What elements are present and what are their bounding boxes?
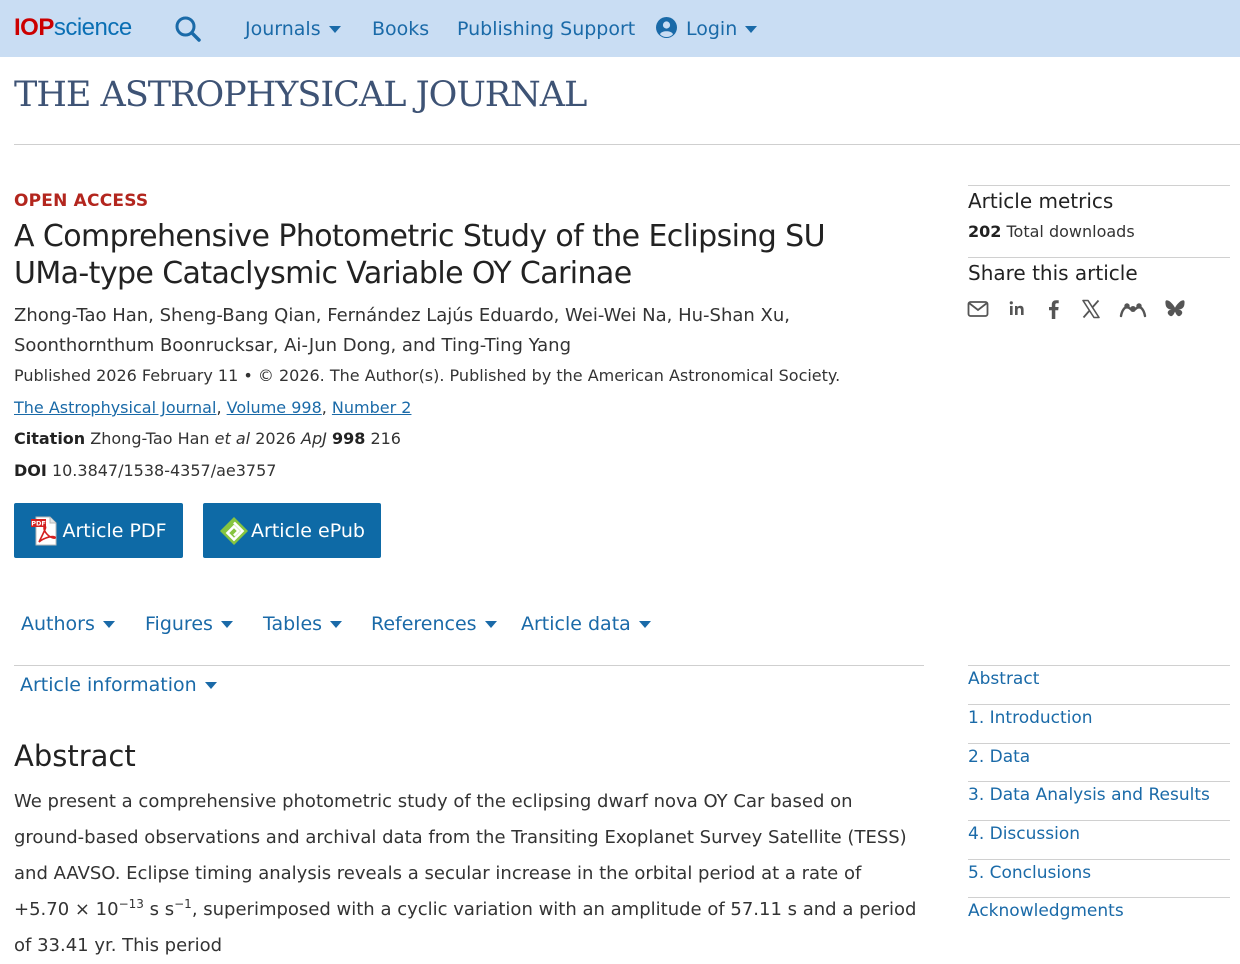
volume-link[interactable]: Volume 998 xyxy=(226,398,322,417)
search-icon[interactable] xyxy=(174,15,202,43)
chevron-down-icon xyxy=(205,682,217,689)
issue-link[interactable]: Number 2 xyxy=(331,398,412,417)
toc-data[interactable]: 2. Data xyxy=(968,747,1031,767)
facebook-icon[interactable] xyxy=(1042,297,1066,321)
publication-info: Published 2026 February 11 • © 2026. The Author(s). Published by the American Astronomical Society. xyxy=(14,366,841,385)
citation-label: Citation xyxy=(14,429,86,448)
chevron-down-icon xyxy=(639,621,651,628)
toc-conclusions[interactable]: 5. Conclusions xyxy=(968,863,1092,883)
doi-value[interactable]: 10.3847/1538-4357/ae3757 xyxy=(51,461,277,480)
mendeley-icon[interactable] xyxy=(1119,297,1143,321)
author-list: Zhong-Tao Han, Sheng-Bang Qian, Fernández Lajús Eduardo, Wei-Wei Na, Hu-Shan Xu, Soonthornthum Boonrucksar, Ai-Jun Dong, and Ting-Ting Yang xyxy=(14,305,790,356)
toc-abstract[interactable]: Abstract xyxy=(968,669,1040,689)
nav-publishing-support[interactable]: Publishing Support xyxy=(457,18,636,40)
tab-figures[interactable]: Figures xyxy=(145,612,233,636)
bluesky-icon[interactable] xyxy=(1163,297,1187,321)
site-header xyxy=(0,0,1240,57)
doi-label: DOI xyxy=(14,461,47,480)
chevron-down-icon xyxy=(103,621,115,628)
divider xyxy=(14,144,1240,145)
article-title: A Comprehensive Photometric Study of the Eclipsing SU UMa-type Cataclysmic Variable OY Carinae xyxy=(14,219,825,291)
nav-journals[interactable]: Journals xyxy=(245,17,341,41)
chevron-down-icon xyxy=(330,621,342,628)
x-icon[interactable] xyxy=(1079,297,1103,321)
divider xyxy=(14,665,924,666)
chevron-down-icon xyxy=(485,621,497,628)
nav-login[interactable]: Login xyxy=(656,17,757,41)
divider xyxy=(968,781,1230,782)
divider xyxy=(968,743,1230,744)
article-epub-button[interactable]: Article ePub xyxy=(203,503,381,558)
chevron-down-icon xyxy=(221,621,233,628)
user-icon xyxy=(656,17,677,38)
divider xyxy=(968,897,1230,898)
email-icon[interactable] xyxy=(966,297,990,321)
doi xyxy=(14,459,276,483)
toc-data-analysis-and-results[interactable]: 3. Data Analysis and Results xyxy=(968,785,1210,805)
open-access-label: OPEN ACCESS xyxy=(14,191,149,211)
chevron-down-icon xyxy=(329,26,341,33)
journal-breadcrumb: The Astrophysical Journal, Volume 998, Number 2 xyxy=(14,398,412,417)
pdf-icon xyxy=(30,516,60,546)
total-downloads: 202 Total downloads xyxy=(968,222,1135,241)
tab-article-information[interactable]: Article information xyxy=(20,673,217,697)
journal-link[interactable]: The Astrophysical Journal xyxy=(14,398,217,417)
tab-references[interactable]: References xyxy=(371,612,497,636)
abstract-text: We present a comprehensive photometric study of the eclipsing dwarf nova OY Car based on ground-based observations and archival data from the Transiting Exoplanet Survey Satellite (TESS) and AAVSO. Eclipse timing analysis reveals a secular increase in the orbital period at a rate of $+5.70 \times 10^{-13}$ s $s^{-1}$, superimposed with a cyclic variation with an amplitude of 57.11 s and a period of 33.41 yr. This period xyxy=(14,791,917,956)
divider xyxy=(968,704,1230,705)
citation: Citation Zhong-Tao Han et al 2026 ApJ 998 216 xyxy=(14,429,401,448)
iopscience-logo[interactable]: IOPscience xyxy=(14,14,132,41)
linkedin-icon[interactable] xyxy=(1005,297,1029,321)
svg-text:PDF: PDF xyxy=(31,519,47,528)
downloads-count: 202 xyxy=(968,222,1002,241)
abstract-heading: Abstract xyxy=(14,739,136,773)
tab-authors[interactable]: Authors xyxy=(21,612,115,636)
nav-books[interactable]: Books xyxy=(372,18,430,40)
epub-icon xyxy=(219,516,249,546)
divider xyxy=(968,859,1230,860)
share-heading: Share this article xyxy=(968,261,1138,285)
article-metrics-heading[interactable]: Article metrics xyxy=(968,189,1114,213)
divider xyxy=(968,820,1230,821)
journal-title[interactable]: THE ASTROPHYSICAL JOURNAL xyxy=(14,75,587,115)
tab-article-data[interactable]: Article data xyxy=(521,612,651,636)
article-pdf-button[interactable]: PDF Article PDF xyxy=(14,503,183,558)
toc-introduction[interactable]: 1. Introduction xyxy=(968,708,1093,728)
tab-tables[interactable]: Tables xyxy=(263,612,342,636)
divider xyxy=(968,257,1230,258)
divider xyxy=(968,665,1230,666)
divider xyxy=(968,185,1230,186)
chevron-down-icon xyxy=(745,26,757,33)
toc-discussion[interactable]: 4. Discussion xyxy=(968,824,1081,844)
toc-acknowledgments[interactable]: Acknowledgments xyxy=(968,901,1124,921)
